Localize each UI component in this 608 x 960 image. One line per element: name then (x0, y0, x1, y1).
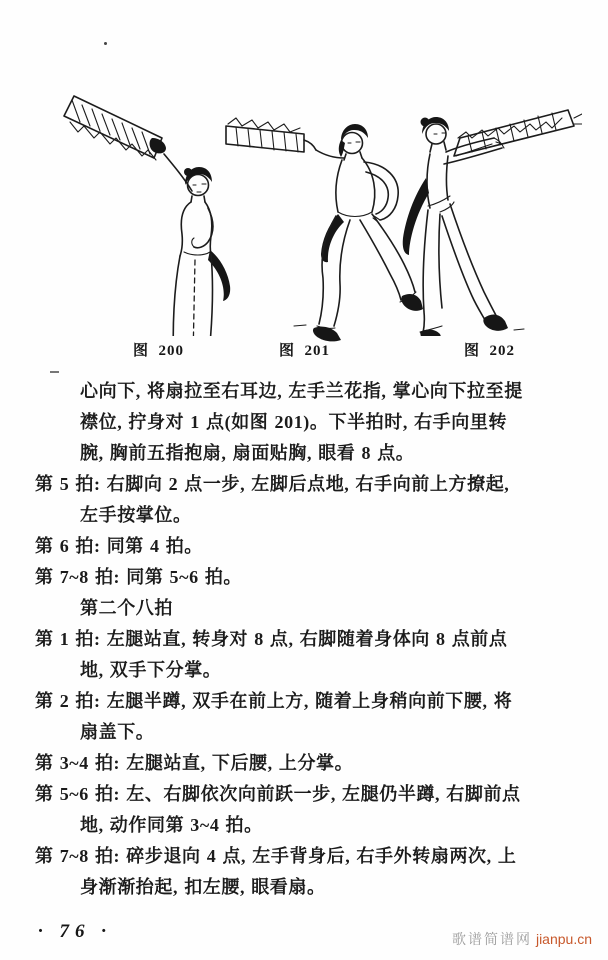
watermark-site-name: 歌谱简谱网 (451, 931, 532, 947)
text-line: 第 2 拍: 左腿半蹲, 双手在前上方, 随着上身稍向前下腰, 将 (35, 691, 513, 711)
text-line: 地, 双手下分掌。 (80, 660, 222, 680)
watermark (452, 929, 592, 949)
text-line: 心向下, 将扇拉至右耳边, 左手兰花指, 掌心向下拉至提 (80, 381, 523, 401)
dancer-figure-200-illustration (58, 88, 248, 336)
text-line: 第 5~6 拍: 左、右脚依次向前跃一步, 左腿仍半蹲, 右脚前点 (35, 784, 521, 804)
text-line: 左手按掌位。 (80, 505, 192, 525)
page-number: · 76 · (38, 921, 112, 942)
text-line: 第 5 拍: 右脚向 2 点一步, 左脚后点地, 右手向前上方撩起, (35, 474, 510, 494)
text-line: 身渐渐抬起, 扣左腰, 眼看扇。 (80, 877, 326, 897)
text-line: 腕, 胸前五指抱扇, 扇面贴胸, 眼看 8 点。 (80, 443, 415, 463)
dancer-figure-202-illustration (396, 94, 582, 336)
text-line: 襟位, 拧身对 1 点(如图 201)。下半拍时, 右手向里转 (80, 412, 508, 432)
text-line: 地, 动作同第 3~4 拍。 (80, 815, 263, 835)
text-line: 第 6 拍: 同第 4 拍。 (35, 536, 203, 556)
watermark-site-url: jianpu.cn (535, 931, 592, 947)
dancer-figure-201-illustration (224, 96, 424, 342)
text-line: 第二个八拍 (80, 598, 173, 618)
figure-caption-201: 图 201 (279, 343, 331, 359)
text-line: 扇盖下。 (80, 722, 155, 742)
text-lines (35, 376, 580, 903)
text-line: 第 1 拍: 左腿站直, 转身对 8 点, 右脚随着身体向 8 点前点 (35, 629, 508, 649)
figure-caption-200: 图 200 (133, 343, 185, 359)
scan-speck (50, 371, 59, 373)
figure-caption-202: 图 202 (464, 343, 516, 359)
text-line: 第 7~8 拍: 碎步退向 4 点, 左手背身后, 右手外转扇两次, 上 (35, 846, 517, 866)
text-line: 第 7~8 拍: 同第 5~6 拍。 (35, 567, 243, 587)
text-line: 第 3~4 拍: 左腿站直, 下后腰, 上分掌。 (35, 753, 354, 773)
scan-speck (104, 42, 107, 45)
